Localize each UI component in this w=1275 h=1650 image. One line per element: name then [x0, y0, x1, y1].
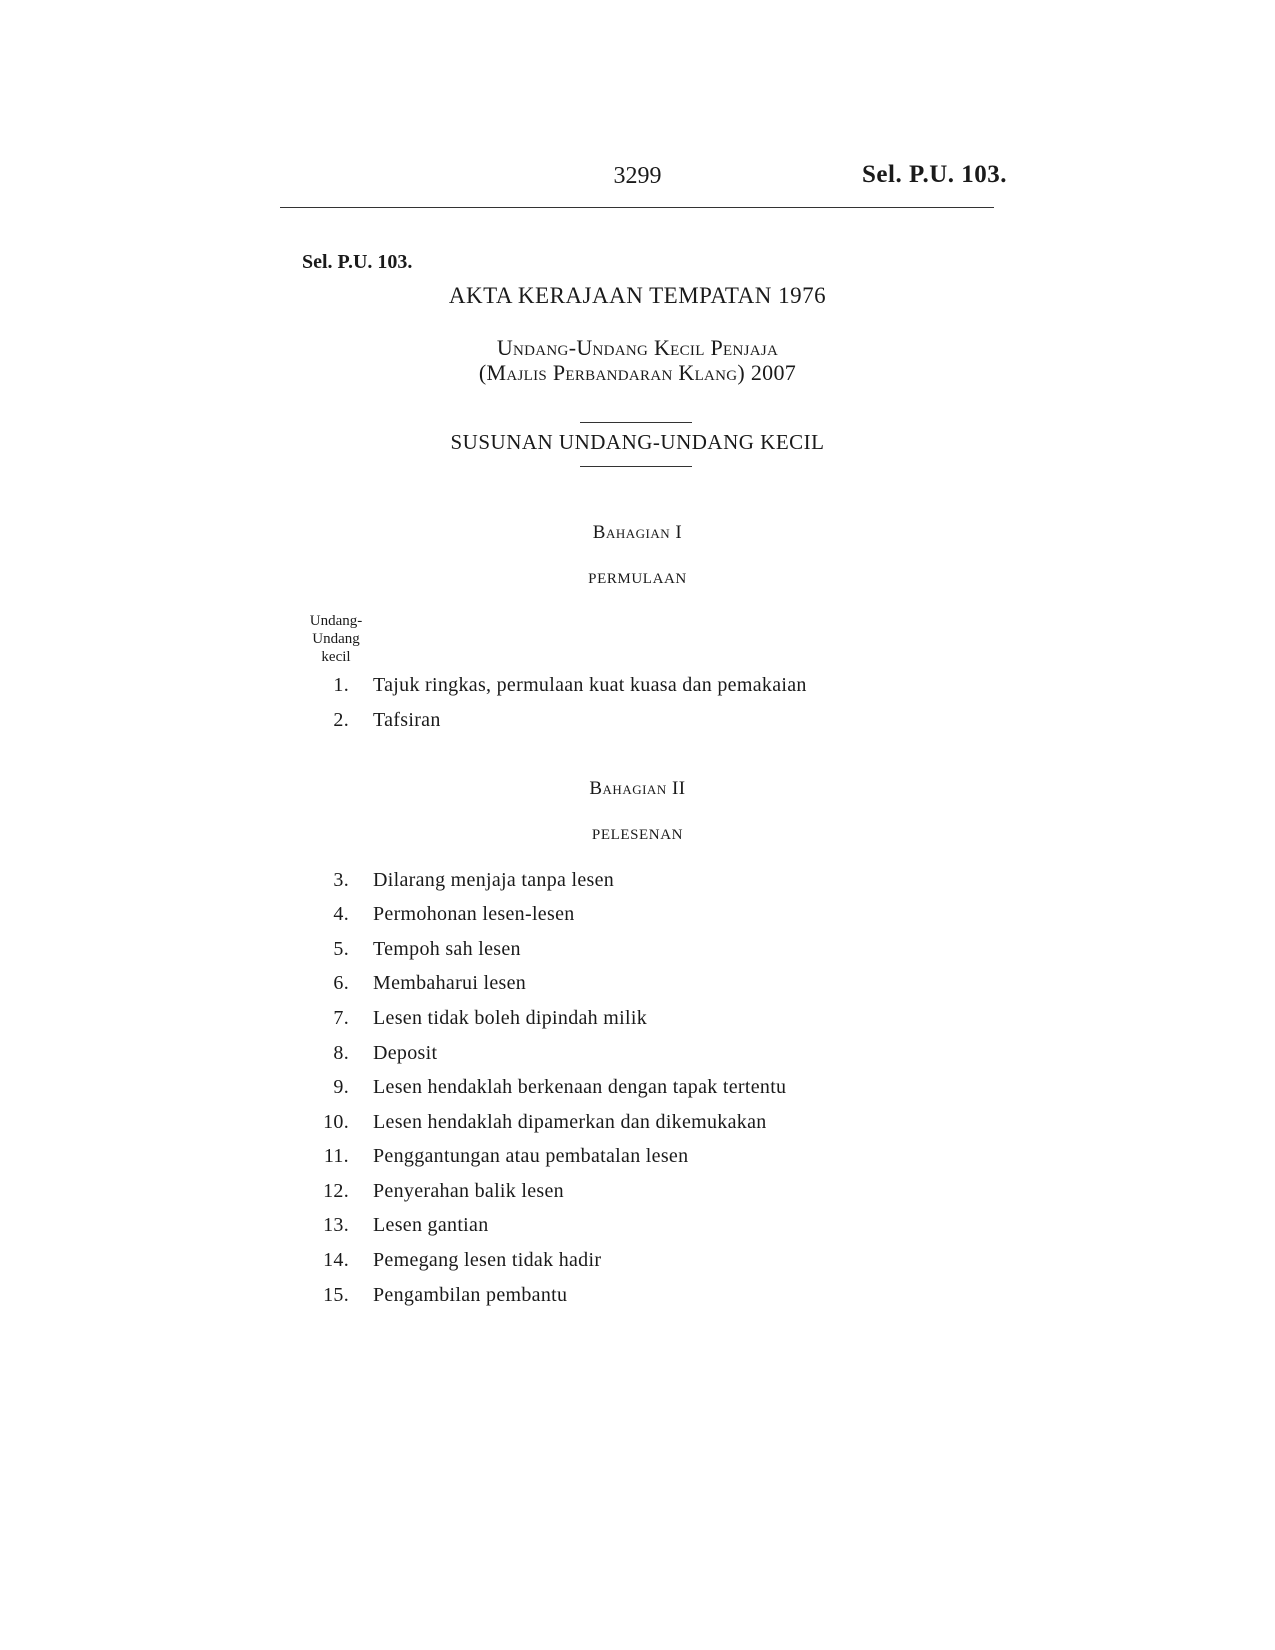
part-heading: Bahagian I	[592, 522, 683, 543]
entry-title: Penyerahan balik lesen	[373, 1180, 564, 1202]
header-reference: Sel. P.U. 103.	[862, 161, 1007, 188]
entry-title: Membaharui lesen	[373, 972, 527, 994]
margin-label-line: Undang	[312, 631, 360, 647]
bylaw-title-line2: (Majlis Perbandaran Klang) 2007	[478, 360, 797, 385]
margin-label-line: kecil	[321, 649, 351, 665]
entry-number: 13.	[323, 1214, 349, 1236]
entry-number: 15.	[323, 1284, 349, 1306]
title-divider-top	[580, 422, 692, 423]
part-subheading: PERMULAAN	[588, 571, 687, 587]
entry-title: Lesen tidak boleh dipindah milik	[373, 1007, 647, 1029]
entry-title: Lesen hendaklah dipamerkan dan dikemukakan	[373, 1111, 767, 1133]
entry-number: 10.	[323, 1111, 349, 1133]
arrangement-title: SUSUNAN UNDANG-UNDANG KECIL	[450, 430, 825, 454]
margin-label-line: Undang-	[309, 613, 363, 629]
entry-number: 11.	[323, 1145, 349, 1167]
entry-number: 2.	[333, 709, 349, 731]
entry-title: Tajuk ringkas, permulaan kuat kuasa dan pemakaian	[373, 674, 807, 696]
entry-title: Pengambilan pembantu	[373, 1284, 568, 1306]
header-divider	[280, 207, 994, 208]
entry-number: 1.	[333, 674, 349, 696]
entry-title: Deposit	[373, 1042, 438, 1064]
part-heading: Bahagian II	[589, 778, 686, 799]
title-divider-bottom	[580, 466, 692, 467]
entry-number: 14.	[323, 1249, 349, 1271]
entry-title: Tafsiran	[373, 709, 441, 731]
entry-title: Pemegang lesen tidak hadir	[373, 1249, 602, 1271]
entry-title: Lesen hendaklah berkenaan dengan tapak tertentu	[373, 1076, 787, 1098]
entry-title: Lesen gantian	[373, 1214, 489, 1236]
entry-number: 6.	[333, 972, 349, 994]
entry-title: Permohonan lesen-lesen	[373, 903, 575, 925]
entry-number: 8.	[333, 1042, 349, 1064]
page-number: 3299	[613, 163, 662, 189]
entry-number: 7.	[333, 1007, 349, 1029]
entry-number: 3.	[333, 869, 349, 891]
entry-number: 9.	[333, 1076, 349, 1098]
margin-label	[300, 612, 372, 666]
document-reference: Sel. P.U. 103.	[302, 251, 413, 273]
entry-title: Tempoh sah lesen	[373, 938, 521, 960]
part-subheading: PELESENAN	[591, 827, 684, 843]
entry-title: Penggantungan atau pembatalan lesen	[373, 1145, 689, 1167]
act-title: AKTA KERAJAAN TEMPATAN 1976	[448, 283, 827, 308]
entry-title: Dilarang menjaja tanpa lesen	[373, 869, 615, 891]
entry-number: 12.	[323, 1180, 349, 1202]
entry-number: 5.	[333, 938, 349, 960]
entry-number: 4.	[333, 903, 349, 925]
bylaw-title-line1: Undang-Undang Kecil Penjaja	[496, 335, 779, 360]
